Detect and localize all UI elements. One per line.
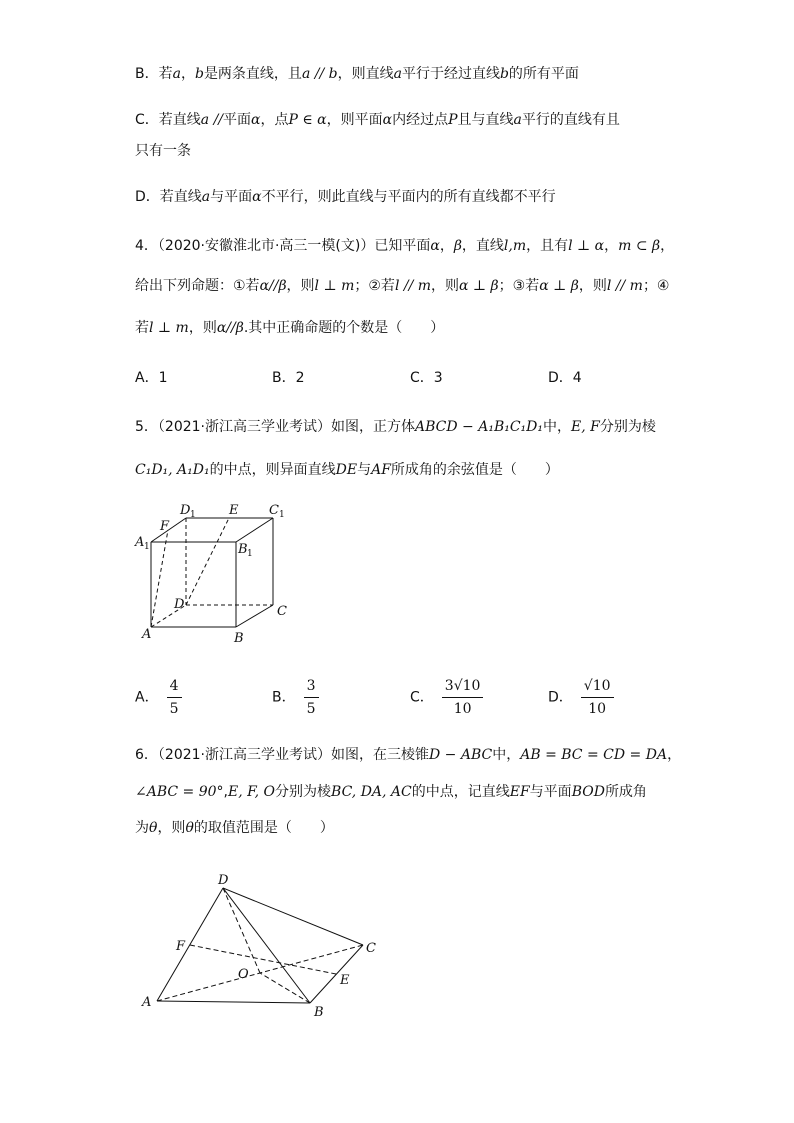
label-f: F xyxy=(176,939,186,954)
math: l ⊥ α xyxy=(568,238,605,254)
text: ，则 xyxy=(286,278,315,294)
math: β xyxy=(453,238,462,254)
math: E, F xyxy=(571,419,600,435)
math: AB = BC = CD = DA xyxy=(520,747,668,763)
text: ， xyxy=(439,238,454,254)
denominator: 5 xyxy=(169,701,179,717)
numerator: √10 xyxy=(581,676,614,698)
text: 中， xyxy=(543,419,572,435)
numerator: 3√10 xyxy=(442,676,484,698)
q5-option-b[interactable] xyxy=(272,676,319,719)
text: 5．（2021·浙江高三学业考试）如图，正方体 xyxy=(135,419,415,435)
fraction xyxy=(442,676,484,719)
q3-option-c-line2: 只有一条 xyxy=(135,143,191,159)
math: P xyxy=(448,112,458,128)
fraction xyxy=(304,676,319,719)
text: 平行于经过直线 xyxy=(401,66,500,82)
math: b xyxy=(499,66,509,82)
option-label: C． xyxy=(410,689,434,706)
fraction xyxy=(167,676,182,719)
text: 与平面 xyxy=(210,189,253,205)
numerator: 3 xyxy=(304,676,319,698)
text: 4．（2020·安徽淮北市·高三一模(文)）已知平面 xyxy=(135,238,431,254)
label-c: C xyxy=(366,941,376,956)
math: α xyxy=(382,112,393,128)
cube-edge xyxy=(236,605,273,627)
math: a xyxy=(513,112,522,128)
text: ，则直线 xyxy=(337,66,394,82)
edge-bc xyxy=(310,945,363,1003)
math: P ∈ α xyxy=(288,112,327,128)
label-b: B xyxy=(234,631,244,646)
text: 与平面 xyxy=(529,784,572,800)
text: ，点 xyxy=(260,112,289,128)
text: ， xyxy=(660,238,675,254)
text: ，则平面 xyxy=(326,112,383,128)
math: l,m xyxy=(503,238,527,254)
q4-option-b[interactable]: B．2 xyxy=(272,370,305,386)
label-c1-sub: 1 xyxy=(279,510,285,520)
segment-af xyxy=(151,530,168,627)
math: ABCD − A₁B₁C₁D₁ xyxy=(415,419,544,435)
pyramid-figure xyxy=(130,868,390,1028)
label-c1: C xyxy=(269,503,279,518)
text: ，则 xyxy=(431,278,460,294)
math: C₁D₁, A₁D₁ xyxy=(135,462,210,478)
edge-da xyxy=(157,888,223,1001)
math: DE xyxy=(335,462,358,478)
option-label: A． xyxy=(135,689,159,706)
math: a // b xyxy=(301,66,338,82)
text: 的所有平面 xyxy=(508,66,579,82)
option-label: C．若直线 xyxy=(135,112,201,128)
text: 中， xyxy=(492,747,521,763)
label-o: O xyxy=(238,967,249,982)
text: 分别为棱 xyxy=(599,419,656,435)
text: 的中点，记直线 xyxy=(411,784,510,800)
denominator: 10 xyxy=(588,701,607,717)
math: EF xyxy=(509,784,530,800)
label-b: B xyxy=(314,1005,324,1020)
text: 为 xyxy=(135,820,149,836)
q3-option-c xyxy=(135,110,620,130)
label-e: E xyxy=(229,503,239,518)
text: 与 xyxy=(357,462,372,478)
q5-option-d[interactable] xyxy=(548,676,614,719)
label-d: D xyxy=(174,597,185,612)
label-b1-sub: 1 xyxy=(247,549,253,559)
denominator: 10 xyxy=(453,701,472,717)
text: 6．（2021·浙江高三学业考试）如图，在三棱锥 xyxy=(135,747,429,763)
text: 不平行，则此直线与平面内的所有直线都不平行 xyxy=(261,189,556,205)
q5-option-a[interactable] xyxy=(135,676,182,719)
math: D − ABC xyxy=(429,747,493,763)
math: α ⊥ β xyxy=(459,278,499,294)
label-c: C xyxy=(277,604,287,619)
option-label: D． xyxy=(548,689,573,706)
text: , xyxy=(223,784,228,800)
text: ；④ xyxy=(642,278,670,294)
text: .其中正确命题的个数是（ ） xyxy=(243,320,445,336)
option-label: B．若 xyxy=(135,66,173,82)
math: α ⊥ β xyxy=(539,278,579,294)
math: α//β xyxy=(216,320,244,336)
math: θ xyxy=(185,820,194,836)
denominator: 5 xyxy=(306,701,316,717)
q4-option-d[interactable]: D．4 xyxy=(548,370,582,386)
edge-ab xyxy=(157,1001,310,1003)
label-a1-sub: 1 xyxy=(144,542,150,552)
q6-stem-line2 xyxy=(135,782,647,802)
math: b xyxy=(194,66,204,82)
text: ，直线 xyxy=(461,238,504,254)
text: ；③若 xyxy=(498,278,540,294)
text: 所成角的余弦值是（ ） xyxy=(390,462,559,478)
text: ；②若 xyxy=(354,278,395,294)
text: 平行的直线有且 xyxy=(521,112,620,128)
q4-stem-line3 xyxy=(135,318,444,338)
fraction xyxy=(581,676,614,719)
math: a xyxy=(393,66,402,82)
math: m ⊂ β xyxy=(618,238,661,254)
math: BC, DA, AC xyxy=(331,784,412,800)
q5-option-c[interactable] xyxy=(410,676,483,719)
math: E, F, O xyxy=(228,784,276,800)
math: l // m xyxy=(606,278,643,294)
text: 若 xyxy=(135,320,149,336)
math: a xyxy=(172,66,181,82)
label-d1: D xyxy=(180,503,191,518)
label-a: A xyxy=(142,995,152,1010)
math: l // m xyxy=(394,278,432,294)
numerator: 4 xyxy=(167,676,182,698)
math: α xyxy=(252,189,262,205)
text: ，则 xyxy=(157,820,186,836)
text: ，则 xyxy=(578,278,607,294)
math: θ xyxy=(149,820,158,836)
label-d1-sub: 1 xyxy=(190,510,196,520)
q4-option-c[interactable]: C．3 xyxy=(410,370,443,386)
segment-bo xyxy=(260,973,310,1003)
segment-de xyxy=(186,518,229,605)
text: ， xyxy=(667,747,682,763)
q4-stem-line1 xyxy=(135,236,674,256)
cube-edge xyxy=(236,518,273,542)
text: 给出下列命题：①若 xyxy=(135,278,260,294)
label-f: F xyxy=(160,519,170,534)
label-a1: A xyxy=(135,535,145,550)
text: 的取值范围是（ ） xyxy=(193,820,334,836)
math: BOD xyxy=(571,784,605,800)
q5-stem-line1 xyxy=(135,417,656,437)
math: l ⊥ m xyxy=(149,320,189,336)
text: 所成角 xyxy=(604,784,647,800)
text: ， xyxy=(180,66,195,82)
q4-stem-line2 xyxy=(135,276,670,296)
math: AF xyxy=(371,462,391,478)
q5-stem-line2 xyxy=(135,460,559,480)
math: α xyxy=(251,112,261,128)
label-d: D xyxy=(218,873,229,888)
label-b1: B xyxy=(238,542,248,557)
math: a xyxy=(201,189,211,205)
math: ∠ABC = 90° xyxy=(135,784,224,800)
math: a // xyxy=(200,112,224,128)
segment-ef xyxy=(190,945,336,974)
text: ，则 xyxy=(188,320,217,336)
q6-stem-line3 xyxy=(135,818,334,838)
math: α xyxy=(430,238,440,254)
q6-stem-line1 xyxy=(135,745,681,765)
option-label: B． xyxy=(272,689,296,706)
q3-option-b xyxy=(135,64,579,84)
text: ，且有 xyxy=(526,238,569,254)
text: 的中点，则异面直线 xyxy=(209,462,336,478)
q3-option-d xyxy=(135,187,556,207)
option-label: D．若直线 xyxy=(135,189,202,205)
text: 内经过点 xyxy=(392,112,449,128)
label-e: E xyxy=(340,973,350,988)
text: 平面 xyxy=(223,112,252,128)
cube-figure xyxy=(128,500,298,650)
text: 是两条直线，且 xyxy=(203,66,302,82)
text: ， xyxy=(604,238,619,254)
math: α//β xyxy=(259,278,287,294)
math: l ⊥ m xyxy=(314,278,355,294)
label-a: A xyxy=(142,627,152,642)
text: 分别为棱 xyxy=(275,784,332,800)
text: 且与直线 xyxy=(457,112,514,128)
q4-option-a[interactable]: A．1 xyxy=(135,370,168,386)
